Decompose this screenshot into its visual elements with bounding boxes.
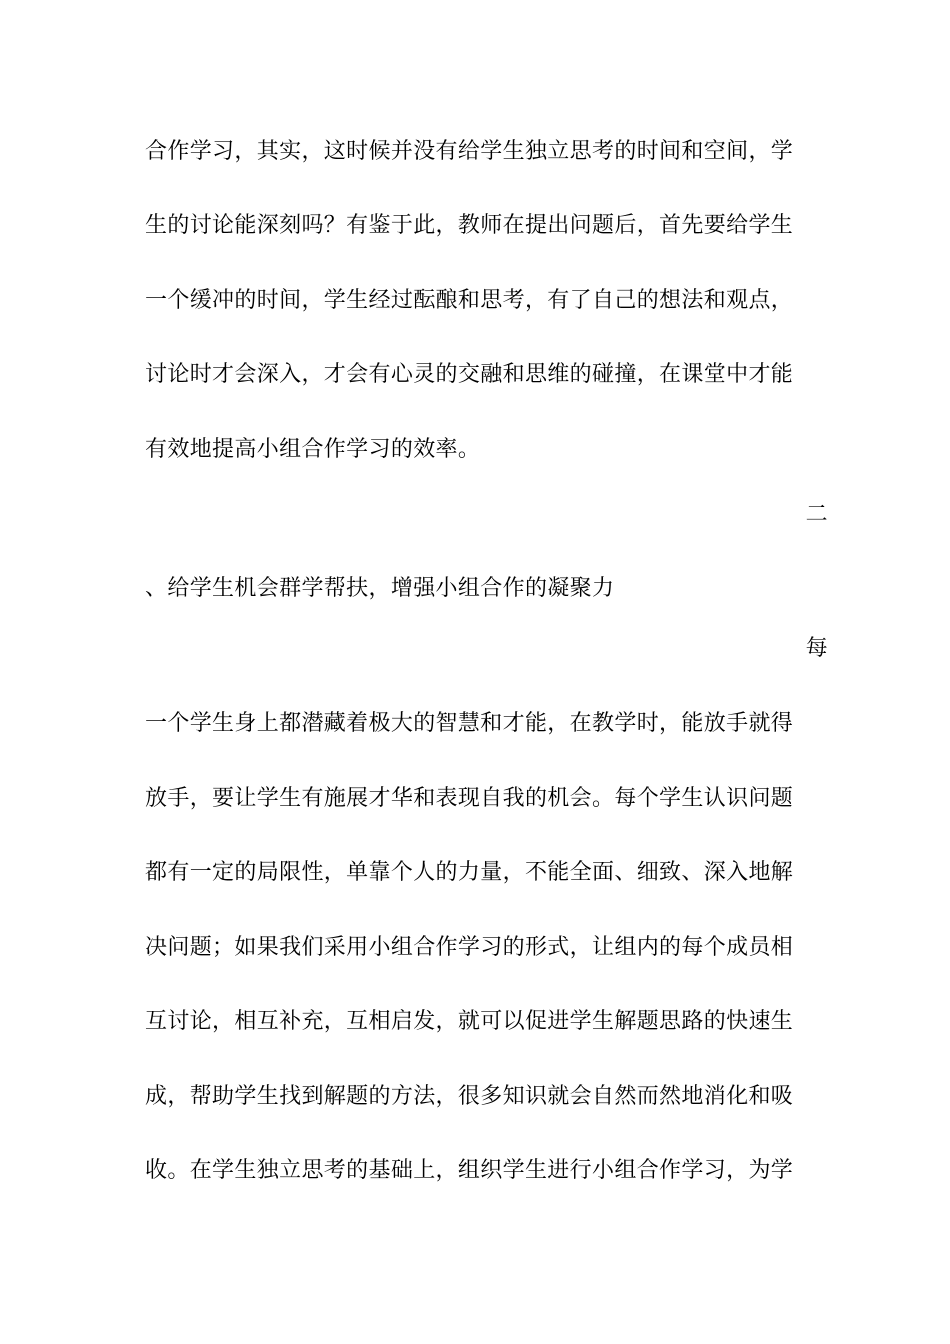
paragraph-2-line-4: 决问题；如果我们采用小组合作学习的形式，让组内的每个成员相 [145, 935, 794, 960]
paragraph-1-line-3: 一个缓冲的时间，学生经过酝酿和思考，有了自己的想法和观点， [145, 288, 794, 313]
section-heading-text: 、给学生机会群学帮扶，增强小组合作的凝聚力 [145, 576, 615, 601]
section-heading-number: 二 [805, 502, 828, 527]
paragraph-1-line-4: 讨论时才会深入，才会有心灵的交融和思维的碰撞，在课堂中才能 [145, 362, 794, 387]
paragraph-1-line-5: 有效地提高小组合作学习的效率。 [145, 437, 481, 462]
paragraph-2-line-1: 一个学生身上都潜藏着极大的智慧和才能，在教学时，能放手就得 [145, 711, 794, 736]
paragraph-2-line-6: 成，帮助学生找到解题的方法，很多知识就会自然而然地消化和吸 [145, 1084, 794, 1109]
paragraph-2-line-7: 收。在学生独立思考的基础上，组织学生进行小组合作学习，为学 [145, 1158, 794, 1183]
paragraph-1-line-2: 生的讨论能深刻吗？有鉴于此，教师在提出问题后，首先要给学生 [145, 213, 794, 238]
paragraph-2-line-2: 放手，要让学生有施展才华和表现自我的机会。每个学生认识问题 [145, 786, 794, 811]
paragraph-2-line-3: 都有一定的局限性，单靠个人的力量，不能全面、细致、深入地解 [145, 860, 794, 885]
paragraph-1-line-1: 合作学习，其实，这时候并没有给学生独立思考的时间和空间，学 [145, 139, 794, 164]
paragraph-2-first-char: 每 [805, 636, 828, 661]
paragraph-2-line-5: 互讨论，相互补充，互相启发，就可以促进学生解题思路的快速生 [145, 1009, 794, 1034]
